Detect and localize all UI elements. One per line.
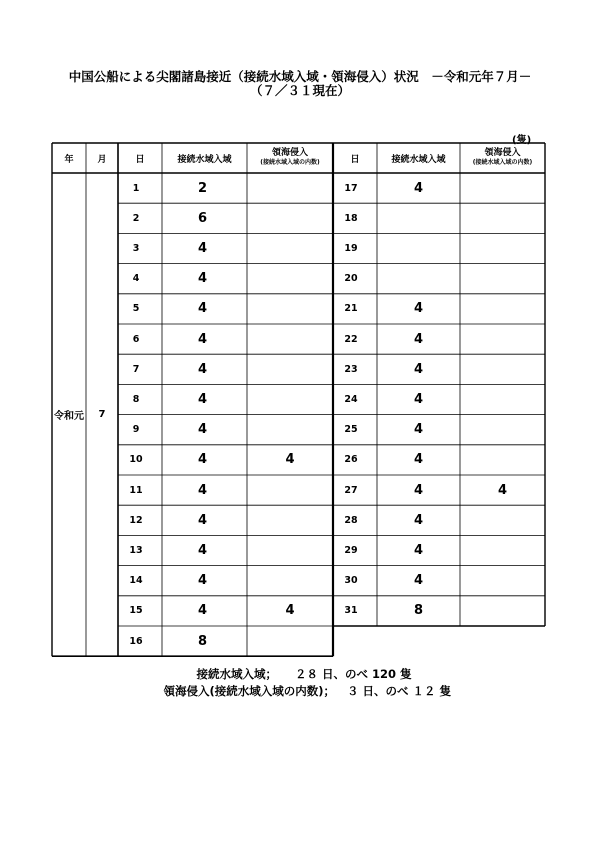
territorial-count-cell <box>247 475 333 505</box>
contiguous-count-cell: 4 <box>413 512 424 528</box>
day-cell: 15 <box>129 605 143 617</box>
day-cell: 25 <box>344 424 358 436</box>
header-territorial-note: (接続水域入域の内数) <box>472 159 533 166</box>
contiguous-count-cell: 4 <box>197 512 208 528</box>
header-month: 月 <box>97 154 107 165</box>
month-cell: 7 <box>98 409 106 421</box>
summary-territorial-label: 領海侵入(接続水域入域の内数)； <box>163 684 335 698</box>
territorial-count-cell <box>460 233 545 263</box>
contiguous-count-cell: 4 <box>413 331 424 347</box>
territorial-count-cell <box>247 535 333 565</box>
day-cell: 11 <box>129 484 143 496</box>
day-cell: 5 <box>132 303 140 315</box>
territorial-count-cell <box>460 384 545 414</box>
contiguous-count-cell: 4 <box>197 603 208 619</box>
header-day: 日 <box>135 154 145 165</box>
territorial-count-cell: 4 <box>497 482 508 498</box>
day-cell: 27 <box>344 484 358 496</box>
day-cell: 13 <box>129 544 143 556</box>
header-territorial-note: (接続水域入域の内数) <box>260 159 320 166</box>
territorial-count-cell <box>247 324 333 354</box>
day-cell: 4 <box>132 273 140 285</box>
header-contiguous: 接続水域入域 <box>177 154 232 165</box>
contiguous-count-cell: 4 <box>197 240 208 256</box>
contiguous-count-cell <box>377 264 460 294</box>
day-cell: 29 <box>344 544 358 556</box>
day-cell: 3 <box>132 242 140 254</box>
day-cell: 10 <box>129 454 143 466</box>
day-cell: 6 <box>132 333 140 345</box>
territorial-count-cell <box>247 354 333 384</box>
day-cell: 30 <box>344 575 358 587</box>
contiguous-count-cell: 8 <box>197 633 208 649</box>
day-cell: 22 <box>344 333 358 345</box>
contiguous-count-cell: 8 <box>413 603 424 619</box>
contiguous-count-cell: 4 <box>197 452 208 468</box>
day-cell: 23 <box>344 363 358 375</box>
contiguous-count-cell: 4 <box>197 391 208 407</box>
summary-contiguous-label: 接続水域入域； <box>196 667 277 681</box>
day-cell: 17 <box>344 182 358 194</box>
contiguous-count-cell: 4 <box>197 482 208 498</box>
contiguous-count-cell: 4 <box>413 180 424 196</box>
territorial-count-cell <box>247 415 333 445</box>
day-cell: 20 <box>344 273 358 285</box>
territorial-count-cell <box>460 324 545 354</box>
header-contiguous-right: 接続水域入域 <box>391 154 446 165</box>
territorial-count-cell: 4 <box>285 452 295 468</box>
day-cell: 19 <box>344 242 358 254</box>
document-title: 中国公船による尖閣諸島接近（接続水域入域・領海侵入）状況 －令和元年７月－ <box>68 69 532 84</box>
territorial-count-cell <box>247 264 333 294</box>
day-cell: 1 <box>132 182 140 194</box>
day-cell: 31 <box>344 605 358 617</box>
header-territorial-right <box>460 143 545 173</box>
territorial-count-cell <box>460 354 545 384</box>
contiguous-count-cell: 4 <box>197 301 208 317</box>
day-cell: 14 <box>129 575 143 587</box>
document-subtitle: （７／３１現在） <box>249 83 350 98</box>
day-cell: 18 <box>344 212 358 224</box>
territorial-count-cell <box>247 173 333 203</box>
territorial-count-cell <box>460 596 545 626</box>
territorial-count-cell <box>460 535 545 565</box>
territorial-count-cell <box>460 173 545 203</box>
day-cell: 7 <box>132 363 140 375</box>
header-year: 年 <box>64 154 74 165</box>
day-cell: 8 <box>132 393 140 405</box>
territorial-count-cell <box>247 566 333 596</box>
contiguous-count-cell: 4 <box>197 361 208 377</box>
summary-contiguous-count: ２８ 日、のべ 120 隻 <box>295 667 412 681</box>
territorial-count-cell <box>247 203 333 233</box>
contiguous-count-cell: 4 <box>413 301 424 317</box>
header-territorial-label: 領海侵入 <box>484 148 521 158</box>
day-cell: 16 <box>129 635 143 647</box>
territorial-count-cell <box>460 505 545 535</box>
contiguous-count-cell: 2 <box>197 180 208 196</box>
contiguous-count-cell <box>377 233 460 263</box>
contiguous-count-cell: 4 <box>197 573 208 589</box>
contiguous-count-cell <box>377 203 460 233</box>
day-cell: 9 <box>132 424 140 436</box>
territorial-count-cell <box>247 294 333 324</box>
unit-label: (隻) <box>512 135 532 146</box>
day-cell: 26 <box>344 454 358 466</box>
contiguous-count-cell: 4 <box>413 361 424 377</box>
contiguous-count-cell: 4 <box>197 271 208 287</box>
contiguous-count-cell: 4 <box>197 542 208 558</box>
territorial-count-cell <box>247 233 333 263</box>
contiguous-count-cell: 4 <box>413 452 424 468</box>
day-cell: 24 <box>344 393 358 405</box>
territorial-count-cell <box>460 445 545 475</box>
header-territorial-label: 領海侵入 <box>271 148 308 158</box>
summary-territorial-count: ３ 日、のべ １２ 隻 <box>347 684 452 698</box>
territorial-count-cell <box>460 566 545 596</box>
territorial-count-cell <box>247 505 333 535</box>
contiguous-count-cell: 6 <box>197 210 208 226</box>
contiguous-count-cell: 4 <box>413 542 424 558</box>
territorial-count-cell <box>460 415 545 445</box>
header-territorial-left <box>247 143 333 173</box>
day-cell: 2 <box>132 212 140 224</box>
contiguous-count-cell: 4 <box>197 331 208 347</box>
territorial-count-cell <box>460 294 545 324</box>
territorial-count-cell <box>247 626 333 656</box>
territorial-count-cell: 4 <box>285 603 295 619</box>
contiguous-count-cell: 4 <box>413 422 424 438</box>
territorial-count-cell <box>460 264 545 294</box>
day-cell: 28 <box>344 514 358 526</box>
contiguous-count-cell: 4 <box>197 422 208 438</box>
day-cell: 12 <box>129 514 143 526</box>
header-day-right: 日 <box>350 154 360 165</box>
contiguous-count-cell: 4 <box>413 573 424 589</box>
contiguous-count-cell: 4 <box>413 482 424 498</box>
contiguous-count-cell: 4 <box>413 391 424 407</box>
territorial-count-cell <box>247 384 333 414</box>
territorial-count-cell <box>460 203 545 233</box>
year-cell: 令和元 <box>54 411 84 423</box>
day-cell: 21 <box>344 303 358 315</box>
